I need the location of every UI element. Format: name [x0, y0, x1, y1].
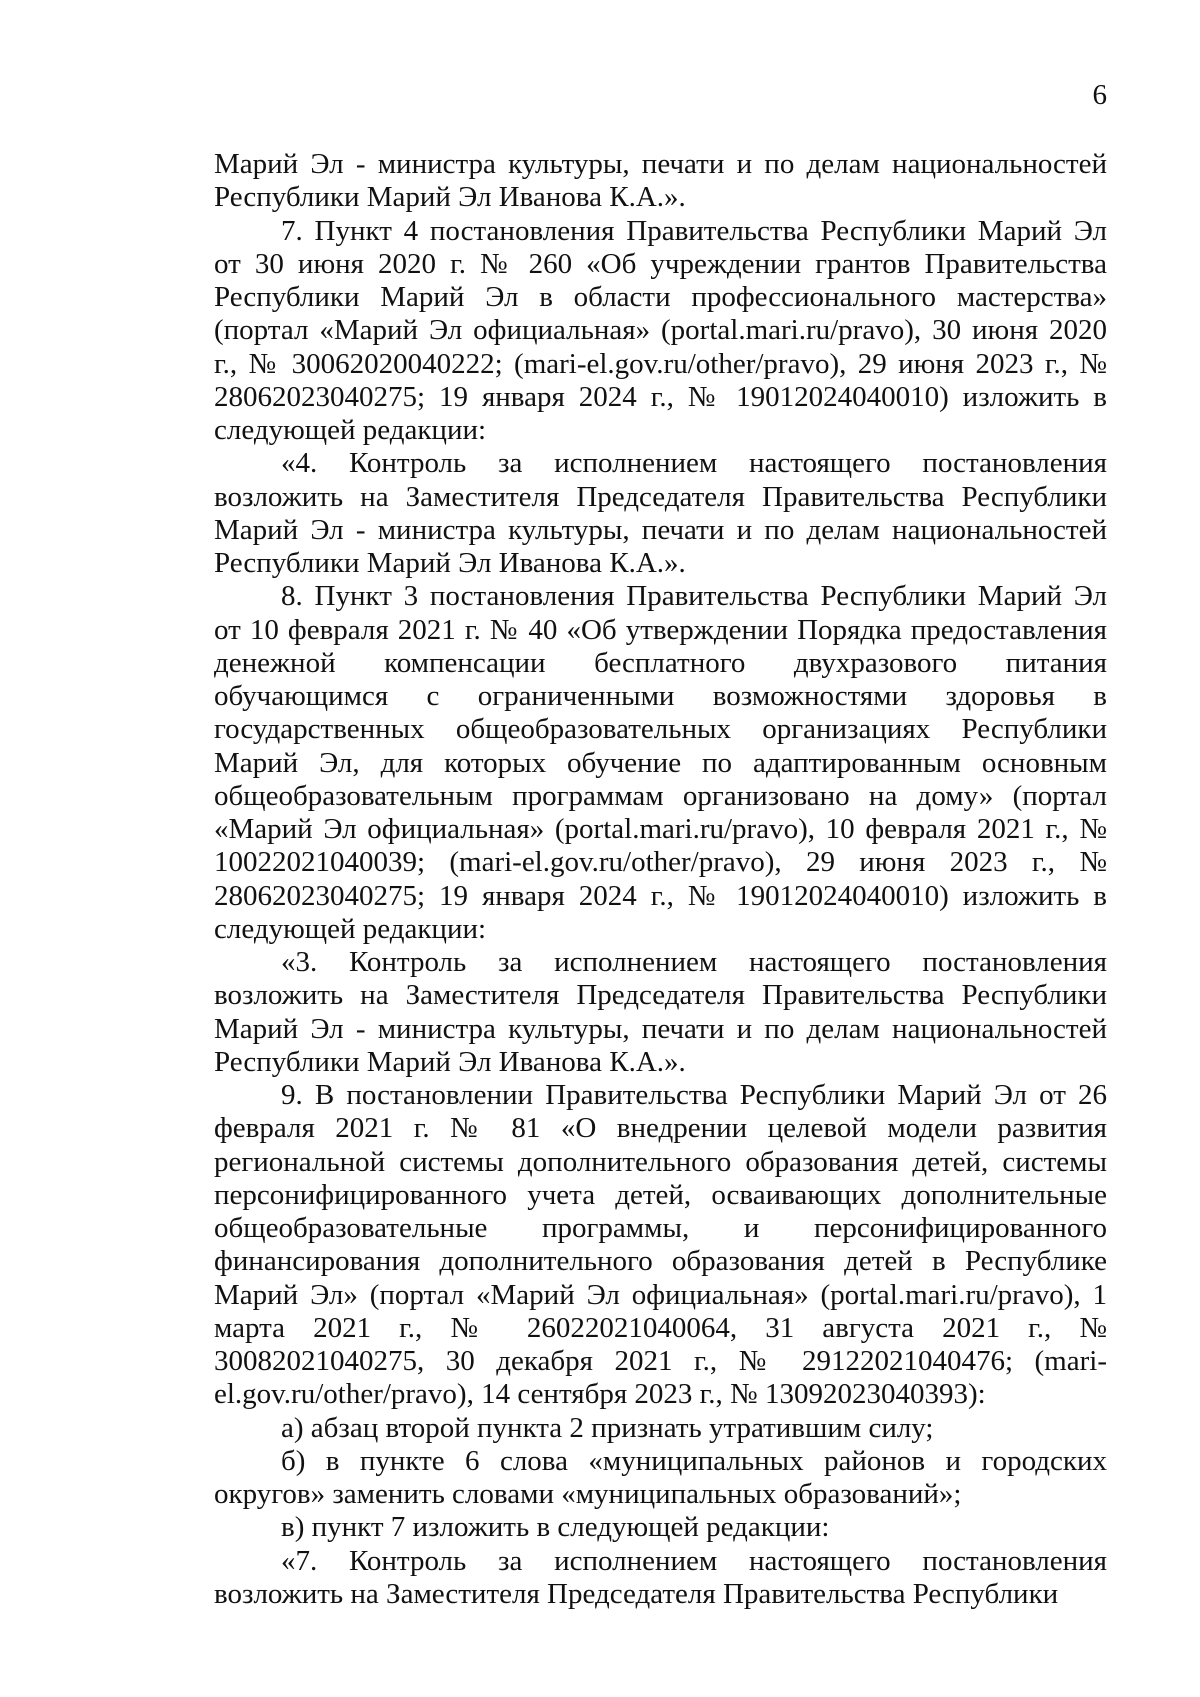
paragraph: 8. Пункт 3 постановления Правительства Республики Марий Эл от 10 февраля 2021 г. № 40 «Об утверждении Порядка предоставления денежной компенсации бесплатного двухразового питания обучающимся с ограниченными возможностями здоровья в государственных общеобразовательных организациях Республики Марий Эл, для которых обучение по адаптированным основным общеобразовательным программам организовано на дому» (портал «Марий Эл официальная» (portal.mari.ru/pravo), 10 февраля 2021 г., № 10022021040039; (mari-el.gov.ru/other/pravo), 29 июня 2023 г., № 28062023040275; 19 января 2024 г., № 19012024040010) изложить в следующей редакции: [214, 580, 1107, 945]
paragraph: «7. Контроль за исполнением настоящего постановления возложить на Заместителя Председателя Правительства Республики [214, 1544, 1107, 1610]
paragraph: в) пункт 7 изложить в следующей редакции: [281, 1511, 830, 1544]
paragraph: а) абзац второй пункта 2 признать утратившим силу; [281, 1411, 934, 1444]
page-number: 6 [1092, 79, 1107, 111]
paragraph: Марий Эл - министра культуры, печати и по делам национальностей Республики Марий Эл Иванова К.А.». [214, 148, 1107, 214]
paragraph: «4. Контроль за исполнением настоящего постановления возложить на Заместителя Председателя Правительства Республики Марий Эл - министра культуры, печати и по делам национальностей Республики Марий Эл Иванова К.А.». [214, 447, 1107, 579]
paragraph: 7. Пункт 4 постановления Правительства Республики Марий Эл от 30 июня 2020 г. № 260 «Об учреждении грантов Правительства Республики Марий Эл в области профессионального мастерства» (портал «Марий Эл официальная» (portal.mari.ru/pravo), 30 июня 2020 г., № 30062020040222; (mari-el.gov.ru/other/pravo), 29 июня 2023 г., № 28062023040275; 19 января 2024 г., № 19012024040010) изложить в следующей редакции: [214, 214, 1107, 446]
paragraph: б) в пункте 6 слова «муниципальных районов и городских округов» заменить словами «муниципальных образований»; [214, 1444, 1107, 1510]
paragraph: 9. В постановлении Правительства Республики Марий Эл от 26 февраля 2021 г. № 81 «О внедрении целевой модели развития региональной системы дополнительного образования детей, системы персонифицированного учета детей, осваивающих дополнительные общеобразовательные программы, и персонифицированного финансирования дополнительного образования детей в Республике Марий Эл» (портал «Марий Эл официальная» (portal.mari.ru/pravo), 1 марта 2021 г., № 26022021040064, 31 августа 2021 г., № 30082021040275, 30 декабря 2021 г., № 29122021040476; (mari-el.gov.ru/other/pravo), 14 сентября 2023 г., № 13092023040393): [214, 1079, 1107, 1411]
document-body [214, 148, 1107, 1611]
paragraph: «3. Контроль за исполнением настоящего постановления возложить на Заместителя Председателя Правительства Республики Марий Эл - министра культуры, печати и по делам национальностей Республики Марий Эл Иванова К.А.». [214, 946, 1107, 1078]
